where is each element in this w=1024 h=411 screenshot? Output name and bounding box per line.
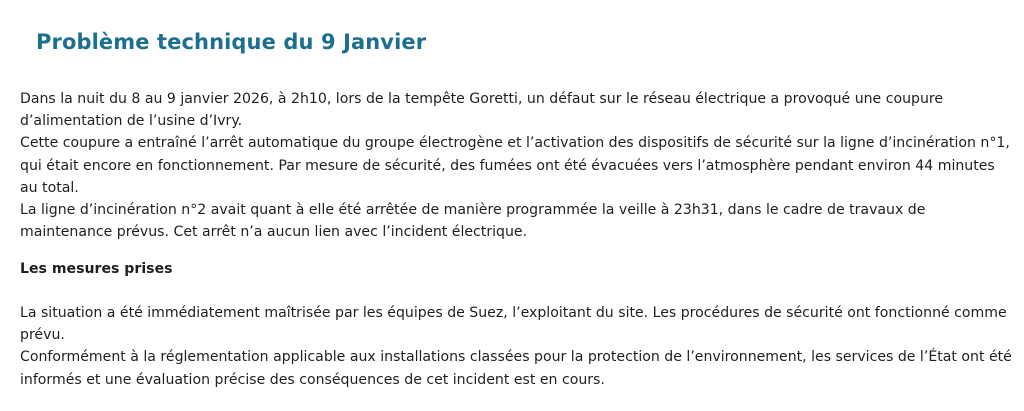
measures-section bbox=[20, 302, 1014, 391]
measures-heading: Les mesures prises bbox=[20, 261, 173, 277]
intro-section bbox=[20, 88, 1014, 243]
intro-paragraph-1: Dans la nuit du 8 au 9 janvier 2026, à 2h10, lors de la tempête Goretti, un défaut sur le réseau électrique a provoqué une coupure d’alimentation de l’usine d’Ivry. bbox=[20, 91, 944, 130]
intro-paragraph-2: Cette coupure a entraîné l’arrêt automatique du groupe électrogène et l’activation des dispositifs de sécurité sur la ligne d’incinération n°1, qui était encore en fonctionnement. Par mesure de sécurité, des fumées ont été évacuées vers l’atmosphère pendant environ 44 minutes au total. bbox=[20, 135, 1010, 196]
measures-paragraph-2: Conformément à la réglementation applicable aux installations classées pour la protection de l’environnement, les services de l’État ont été informés et une évaluation précise des conséquences de cet incident est en cours. bbox=[20, 349, 1012, 388]
intro-paragraph-3: La ligne d’incinération n°2 avait quant à elle été arrêtée de manière programmée la veille à 23h31, dans le cadre de travaux de maintenance prévus. Cet arrêt n’a aucun lien avec l’incident électrique. bbox=[20, 202, 926, 241]
measures-paragraph-1: La situation a été immédiatement maîtrisée par les équipes de Suez, l’exploitant du site. Les procédures de sécurité ont fonctionné comme prévu. bbox=[20, 305, 1007, 344]
page-title: Problème technique du 9 Janvier bbox=[36, 30, 427, 54]
